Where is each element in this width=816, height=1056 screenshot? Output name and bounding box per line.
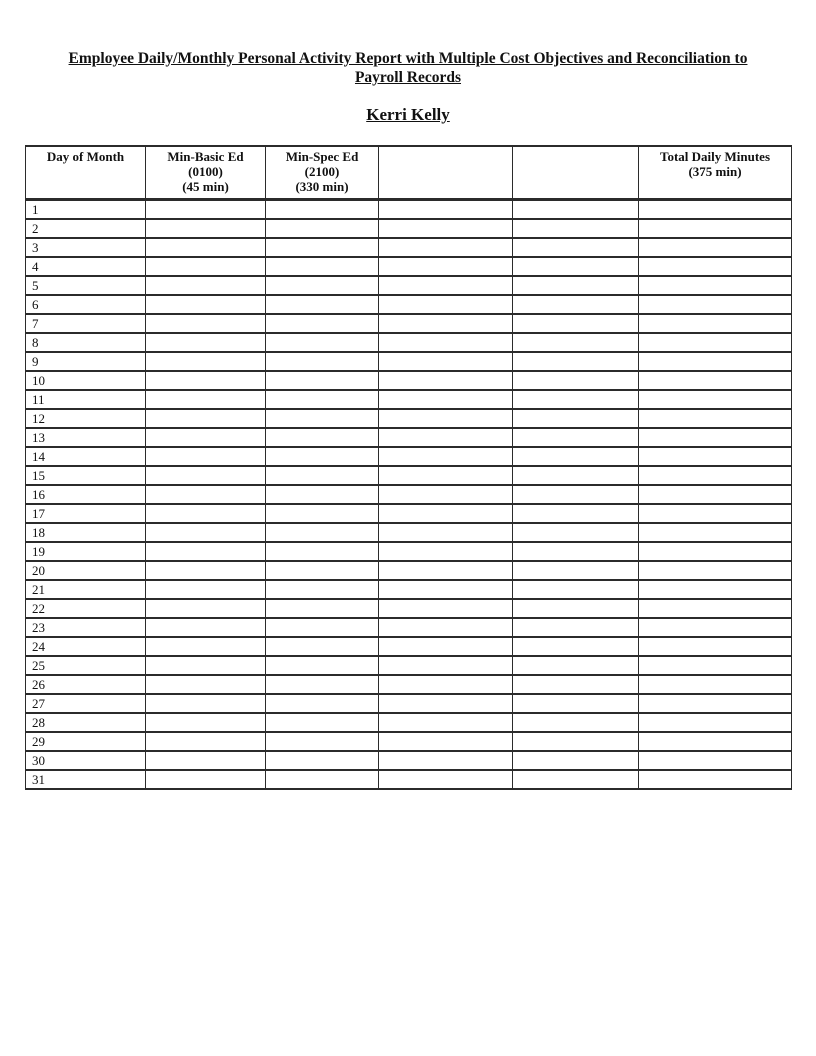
entry-cell-blank-1 <box>379 751 513 770</box>
entry-cell-total-daily-minutes <box>639 675 792 694</box>
entry-cell-total-daily-minutes <box>639 618 792 637</box>
day-cell: 6 <box>26 295 146 314</box>
entry-cell-blank-2 <box>513 732 639 751</box>
entry-cell-min-spec-ed <box>266 219 379 238</box>
entry-cell-blank-2 <box>513 713 639 732</box>
entry-cell-total-daily-minutes <box>639 713 792 732</box>
day-cell: 3 <box>26 238 146 257</box>
entry-cell-blank-2 <box>513 618 639 637</box>
activity-report-table <box>25 145 792 790</box>
entry-cell-blank-1 <box>379 694 513 713</box>
entry-cell-min-basic-ed <box>146 485 266 504</box>
table-row <box>26 257 792 276</box>
entry-cell-blank-2 <box>513 599 639 618</box>
day-cell: 11 <box>26 390 146 409</box>
day-cell: 21 <box>26 580 146 599</box>
entry-cell-min-basic-ed <box>146 599 266 618</box>
entry-cell-blank-2 <box>513 200 639 220</box>
entry-cell-min-basic-ed <box>146 371 266 390</box>
table-row <box>26 656 792 675</box>
entry-cell-min-basic-ed <box>146 504 266 523</box>
table-row <box>26 713 792 732</box>
entry-cell-blank-1 <box>379 371 513 390</box>
entry-cell-blank-2 <box>513 561 639 580</box>
table-row <box>26 447 792 466</box>
entry-cell-min-spec-ed <box>266 466 379 485</box>
day-cell: 30 <box>26 751 146 770</box>
entry-cell-blank-2 <box>513 447 639 466</box>
entry-cell-blank-2 <box>513 694 639 713</box>
entry-cell-min-basic-ed <box>146 352 266 371</box>
table-row <box>26 485 792 504</box>
entry-cell-blank-1 <box>379 295 513 314</box>
day-cell: 29 <box>26 732 146 751</box>
entry-cell-min-basic-ed <box>146 618 266 637</box>
entry-cell-min-spec-ed <box>266 580 379 599</box>
entry-cell-blank-2 <box>513 637 639 656</box>
entry-cell-min-spec-ed <box>266 447 379 466</box>
entry-cell-total-daily-minutes <box>639 694 792 713</box>
header-total-daily-minutes-value: (375 min) <box>688 164 742 179</box>
day-cell: 20 <box>26 561 146 580</box>
entry-cell-total-daily-minutes <box>639 466 792 485</box>
table-row <box>26 200 792 220</box>
entry-cell-total-daily-minutes <box>639 409 792 428</box>
entry-cell-min-spec-ed <box>266 409 379 428</box>
entry-cell-min-spec-ed <box>266 523 379 542</box>
entry-cell-min-basic-ed <box>146 523 266 542</box>
table-row <box>26 523 792 542</box>
header-min-basic-ed <box>146 146 266 200</box>
header-min-basic-ed-label: Min-Basic Ed <box>167 149 244 164</box>
report-title-line-2: Payroll Records <box>354 69 462 86</box>
header-total-daily-minutes-label: Total Daily Minutes <box>659 149 771 164</box>
entry-cell-total-daily-minutes <box>639 428 792 447</box>
header-total-daily-minutes <box>639 146 792 200</box>
entry-cell-blank-1 <box>379 219 513 238</box>
entry-cell-blank-1 <box>379 542 513 561</box>
entry-cell-total-daily-minutes <box>639 751 792 770</box>
table-row <box>26 637 792 656</box>
entry-cell-min-spec-ed <box>266 561 379 580</box>
entry-cell-min-spec-ed <box>266 542 379 561</box>
table-row <box>26 276 792 295</box>
table-row <box>26 238 792 257</box>
table-row <box>26 428 792 447</box>
table-row <box>26 219 792 238</box>
header-blank-column-2 <box>513 146 639 200</box>
entry-cell-blank-2 <box>513 580 639 599</box>
table-row <box>26 504 792 523</box>
entry-cell-total-daily-minutes <box>639 276 792 295</box>
table-row <box>26 770 792 789</box>
entry-cell-blank-1 <box>379 713 513 732</box>
entry-cell-min-basic-ed <box>146 580 266 599</box>
table-row <box>26 694 792 713</box>
entry-cell-min-spec-ed <box>266 656 379 675</box>
entry-cell-min-spec-ed <box>266 751 379 770</box>
entry-cell-blank-2 <box>513 428 639 447</box>
day-cell: 18 <box>26 523 146 542</box>
day-cell: 16 <box>26 485 146 504</box>
entry-cell-min-spec-ed <box>266 770 379 789</box>
table-row <box>26 732 792 751</box>
entry-cell-blank-2 <box>513 504 639 523</box>
header-min-basic-ed-code: (0100) <box>188 164 223 179</box>
entry-cell-blank-2 <box>513 485 639 504</box>
day-cell: 24 <box>26 637 146 656</box>
day-cell: 8 <box>26 333 146 352</box>
day-cell: 22 <box>26 599 146 618</box>
entry-cell-min-basic-ed <box>146 694 266 713</box>
entry-cell-blank-1 <box>379 770 513 789</box>
table-header <box>26 146 792 200</box>
entry-cell-total-daily-minutes <box>639 561 792 580</box>
entry-cell-total-daily-minutes <box>639 637 792 656</box>
entry-cell-blank-1 <box>379 485 513 504</box>
day-cell: 19 <box>26 542 146 561</box>
entry-cell-total-daily-minutes <box>639 447 792 466</box>
entry-cell-min-spec-ed <box>266 257 379 276</box>
entry-cell-total-daily-minutes <box>639 580 792 599</box>
table-row <box>26 599 792 618</box>
entry-cell-total-daily-minutes <box>639 314 792 333</box>
entry-cell-min-basic-ed <box>146 732 266 751</box>
entry-cell-min-basic-ed <box>146 447 266 466</box>
entry-cell-min-spec-ed <box>266 637 379 656</box>
entry-cell-min-basic-ed <box>146 276 266 295</box>
entry-cell-blank-1 <box>379 523 513 542</box>
table-row <box>26 409 792 428</box>
table-row <box>26 675 792 694</box>
entry-cell-total-daily-minutes <box>639 599 792 618</box>
entry-cell-min-basic-ed <box>146 561 266 580</box>
entry-cell-blank-2 <box>513 770 639 789</box>
table-row <box>26 295 792 314</box>
entry-cell-total-daily-minutes <box>639 257 792 276</box>
entry-cell-min-spec-ed <box>266 295 379 314</box>
entry-cell-min-spec-ed <box>266 371 379 390</box>
entry-cell-blank-1 <box>379 409 513 428</box>
entry-cell-blank-1 <box>379 466 513 485</box>
entry-cell-min-spec-ed <box>266 732 379 751</box>
entry-cell-blank-1 <box>379 732 513 751</box>
entry-cell-min-basic-ed <box>146 656 266 675</box>
entry-cell-blank-2 <box>513 257 639 276</box>
entry-cell-blank-2 <box>513 542 639 561</box>
day-cell: 5 <box>26 276 146 295</box>
table-row <box>26 390 792 409</box>
day-cell: 28 <box>26 713 146 732</box>
entry-cell-blank-1 <box>379 447 513 466</box>
header-day-of-month-label: Day of Month <box>46 149 125 164</box>
table-row <box>26 618 792 637</box>
entry-cell-total-daily-minutes <box>639 485 792 504</box>
entry-cell-min-spec-ed <box>266 504 379 523</box>
entry-cell-min-spec-ed <box>266 314 379 333</box>
entry-cell-total-daily-minutes <box>639 333 792 352</box>
entry-cell-blank-2 <box>513 675 639 694</box>
entry-cell-total-daily-minutes <box>639 200 792 220</box>
entry-cell-min-basic-ed <box>146 390 266 409</box>
entry-cell-min-spec-ed <box>266 675 379 694</box>
entry-cell-min-basic-ed <box>146 713 266 732</box>
entry-cell-blank-1 <box>379 333 513 352</box>
entry-cell-min-basic-ed <box>146 295 266 314</box>
entry-cell-total-daily-minutes <box>639 770 792 789</box>
report-title <box>0 49 816 87</box>
table-row <box>26 333 792 352</box>
entry-cell-blank-1 <box>379 238 513 257</box>
entry-cell-min-basic-ed <box>146 238 266 257</box>
entry-cell-total-daily-minutes <box>639 295 792 314</box>
entry-cell-min-spec-ed <box>266 713 379 732</box>
day-cell: 7 <box>26 314 146 333</box>
entry-cell-blank-1 <box>379 580 513 599</box>
entry-cell-min-spec-ed <box>266 238 379 257</box>
entry-cell-blank-1 <box>379 656 513 675</box>
table-row <box>26 466 792 485</box>
entry-cell-min-spec-ed <box>266 276 379 295</box>
entry-cell-blank-2 <box>513 523 639 542</box>
entry-cell-blank-2 <box>513 314 639 333</box>
entry-cell-blank-2 <box>513 276 639 295</box>
entry-cell-min-spec-ed <box>266 333 379 352</box>
table-row <box>26 561 792 580</box>
employee-name: Kerri Kelly <box>366 105 450 124</box>
day-cell: 31 <box>26 770 146 789</box>
entry-cell-min-spec-ed <box>266 694 379 713</box>
entry-cell-blank-2 <box>513 751 639 770</box>
day-cell: 23 <box>26 618 146 637</box>
entry-cell-blank-1 <box>379 599 513 618</box>
day-cell: 1 <box>26 200 146 220</box>
entry-cell-min-spec-ed <box>266 618 379 637</box>
day-cell: 17 <box>26 504 146 523</box>
entry-cell-min-spec-ed <box>266 428 379 447</box>
entry-cell-min-spec-ed <box>266 599 379 618</box>
entry-cell-total-daily-minutes <box>639 219 792 238</box>
entry-cell-min-basic-ed <box>146 675 266 694</box>
entry-cell-blank-1 <box>379 504 513 523</box>
entry-cell-min-basic-ed <box>146 200 266 220</box>
header-min-spec-ed <box>266 146 379 200</box>
entry-cell-min-basic-ed <box>146 409 266 428</box>
header-day-of-month <box>26 146 146 200</box>
entry-cell-blank-2 <box>513 333 639 352</box>
day-cell: 27 <box>26 694 146 713</box>
entry-cell-total-daily-minutes <box>639 238 792 257</box>
entry-cell-total-daily-minutes <box>639 523 792 542</box>
entry-cell-total-daily-minutes <box>639 504 792 523</box>
table-body <box>26 200 792 790</box>
entry-cell-blank-1 <box>379 200 513 220</box>
entry-cell-blank-2 <box>513 295 639 314</box>
day-cell: 2 <box>26 219 146 238</box>
table-row <box>26 352 792 371</box>
entry-cell-min-basic-ed <box>146 333 266 352</box>
day-cell: 14 <box>26 447 146 466</box>
entry-cell-blank-1 <box>379 352 513 371</box>
entry-cell-blank-2 <box>513 238 639 257</box>
entry-cell-total-daily-minutes <box>639 390 792 409</box>
header-min-basic-ed-minutes: (45 min) <box>182 179 229 194</box>
entry-cell-blank-1 <box>379 675 513 694</box>
entry-cell-min-basic-ed <box>146 637 266 656</box>
entry-cell-min-spec-ed <box>266 390 379 409</box>
entry-cell-total-daily-minutes <box>639 371 792 390</box>
entry-cell-min-basic-ed <box>146 542 266 561</box>
day-cell: 13 <box>26 428 146 447</box>
entry-cell-total-daily-minutes <box>639 656 792 675</box>
day-cell: 4 <box>26 257 146 276</box>
entry-cell-min-basic-ed <box>146 428 266 447</box>
day-cell: 25 <box>26 656 146 675</box>
entry-cell-blank-2 <box>513 371 639 390</box>
entry-cell-blank-2 <box>513 352 639 371</box>
entry-cell-min-basic-ed <box>146 314 266 333</box>
entry-cell-blank-2 <box>513 219 639 238</box>
entry-cell-blank-2 <box>513 466 639 485</box>
day-cell: 12 <box>26 409 146 428</box>
entry-cell-min-basic-ed <box>146 466 266 485</box>
day-cell: 15 <box>26 466 146 485</box>
entry-cell-min-basic-ed <box>146 257 266 276</box>
table-row <box>26 751 792 770</box>
entry-cell-blank-1 <box>379 276 513 295</box>
entry-cell-min-basic-ed <box>146 770 266 789</box>
entry-cell-blank-1 <box>379 428 513 447</box>
table-row <box>26 580 792 599</box>
header-blank-column-1 <box>379 146 513 200</box>
entry-cell-blank-2 <box>513 409 639 428</box>
report-title-line-1: Employee Daily/Monthly Personal Activity Report with Multiple Cost Objectives and Reconciliation to <box>68 50 748 67</box>
entry-cell-total-daily-minutes <box>639 352 792 371</box>
table-row <box>26 314 792 333</box>
entry-cell-blank-1 <box>379 257 513 276</box>
entry-cell-total-daily-minutes <box>639 732 792 751</box>
header-min-spec-ed-minutes: (330 min) <box>295 179 349 194</box>
entry-cell-min-basic-ed <box>146 751 266 770</box>
table-row <box>26 371 792 390</box>
day-cell: 26 <box>26 675 146 694</box>
entry-cell-min-spec-ed <box>266 200 379 220</box>
day-cell: 10 <box>26 371 146 390</box>
entry-cell-min-spec-ed <box>266 352 379 371</box>
day-cell: 9 <box>26 352 146 371</box>
entry-cell-min-basic-ed <box>146 219 266 238</box>
entry-cell-min-spec-ed <box>266 485 379 504</box>
entry-cell-blank-1 <box>379 637 513 656</box>
entry-cell-blank-1 <box>379 390 513 409</box>
table-header-row <box>26 146 792 200</box>
header-min-spec-ed-label: Min-Spec Ed <box>285 149 359 164</box>
entry-cell-blank-2 <box>513 390 639 409</box>
entry-cell-blank-1 <box>379 618 513 637</box>
header-min-spec-ed-code: (2100) <box>304 164 340 179</box>
entry-cell-blank-1 <box>379 314 513 333</box>
table-row <box>26 542 792 561</box>
entry-cell-blank-1 <box>379 561 513 580</box>
entry-cell-blank-2 <box>513 656 639 675</box>
entry-cell-total-daily-minutes <box>639 542 792 561</box>
